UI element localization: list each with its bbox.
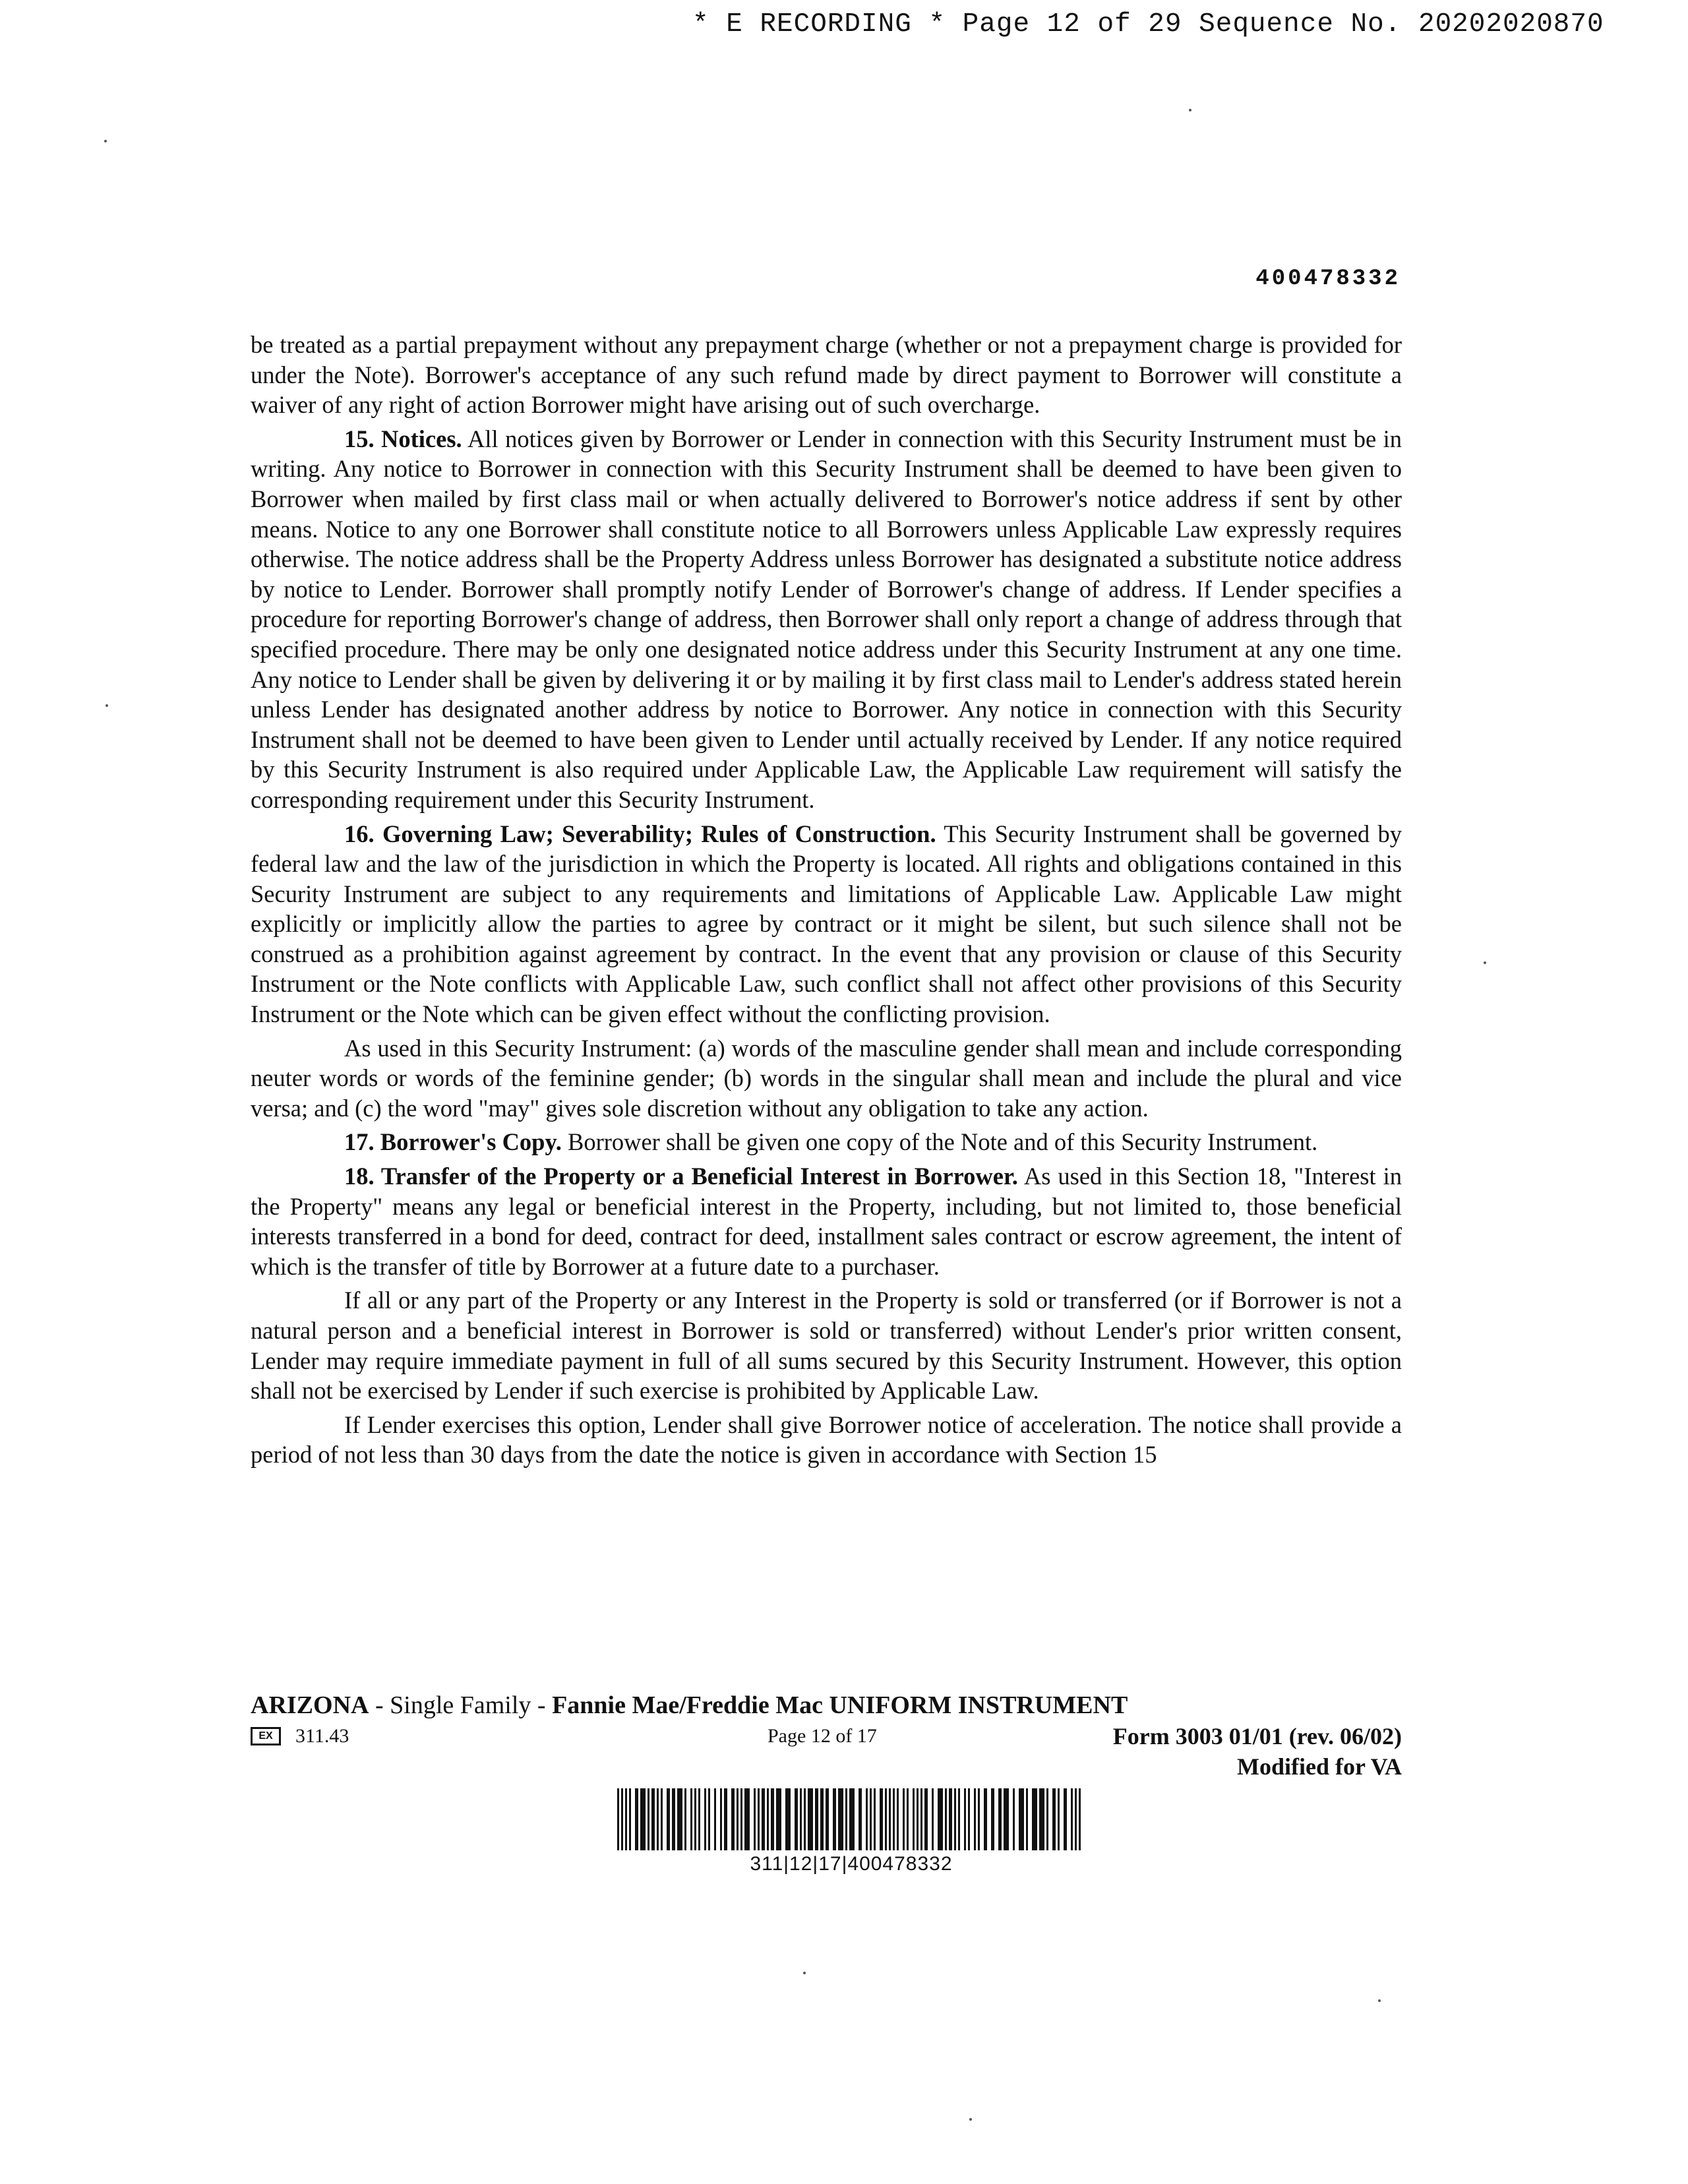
barcode-bar [1004, 1788, 1009, 1850]
barcode-text: 311|12|17|400478332 [750, 1853, 953, 1875]
barcode-bar [838, 1788, 843, 1850]
barcode-bar [640, 1788, 646, 1850]
barcode-bar [880, 1788, 883, 1850]
section-17-borrowers-copy [251, 1127, 1402, 1157]
section-15-text: All notices given by Borrower or Lender in connection with this Security Instrument must be in writing. Any notice to Borrower in connection with this Security Instrument shall be deemed to have been given to Borrower when mailed by first class mail or when actually delivered to Borrower's notice address if sent by other means. Notice to any one Borrower shall constitute notice to all Borrowers unless Applicable Law expressly requires otherwise. The notice address shall be the Property Address unless Borrower has designated a substitute notice address by notice to Lender. Borrower shall promptly notify Lender of Borrower's change of address. If Lender specifies a procedure for reporting Borrower's change of address, then Borrower shall only report a change of address through that specified procedure. There may be only one designated notice address under this Security Instrument at any one time. Any notice to Lender shall be given by delivering it or by mailing it by first class mail to Lender's address stated herein unless Lender has designated another address by notice to Borrower. Any notice in connection with this Security Instrument shall not be deemed to have been given to Lender until actually received by Lender. If any notice required by this Security Instrument is also required under Applicable Law, the Applicable Law requirement will satisfy the corresponding requirement under this Security Instrument. [251, 425, 1402, 813]
barcode-bar [1052, 1788, 1056, 1850]
barcode-graphic [617, 1788, 1085, 1850]
section-17-heading: 17. Borrower's Copy. [344, 1128, 562, 1156]
barcode-bar [698, 1788, 700, 1850]
section-15-notices [251, 424, 1402, 815]
barcode-bar [924, 1788, 928, 1850]
footer-state: ARIZONA [251, 1691, 369, 1719]
barcode-bar [984, 1788, 987, 1850]
barcode-bar [625, 1788, 627, 1850]
section-15-heading: 15. Notices. [344, 425, 462, 452]
barcode-bar [866, 1788, 868, 1850]
section-18-transfer [251, 1161, 1402, 1281]
barcode-bar [617, 1788, 619, 1850]
barcode-bar [808, 1788, 813, 1850]
paragraph-prepayment: be treated as a partial prepayment without any prepayment charge (whether or not a prepayment charge is provided for under the Note). Borrower's acceptance of any such refund made by direct payment to Borrower will constitute a waiver of any right of action Borrower might have arising out of such overcharge. [251, 331, 1402, 419]
footer-title-bold: Fannie Mae/Freddie Mac UNIFORM INSTRUMENT [552, 1691, 1128, 1719]
footer-form-code-group [251, 1725, 349, 1747]
barcode-bar [667, 1788, 670, 1850]
barcode-bar [859, 1788, 862, 1850]
barcode-bar [690, 1788, 692, 1850]
barcode-bar [998, 1788, 1002, 1850]
barcode-bar [795, 1788, 798, 1850]
barcode-bar [677, 1788, 682, 1850]
barcode-bar [1039, 1788, 1044, 1850]
barcode-bar [845, 1788, 847, 1850]
barcode-bar [1058, 1788, 1060, 1850]
barcode-bar [991, 1788, 994, 1850]
barcode [617, 1788, 1085, 1875]
section-17-text: Borrower shall be given one copy of the Note and of this Security Instrument. [561, 1128, 1318, 1156]
barcode-bar [762, 1788, 765, 1850]
barcode-bar [771, 1788, 774, 1850]
barcode-bar [903, 1788, 905, 1850]
footer-title [251, 1691, 1402, 1720]
footer-modified-for: Modified for VA [1236, 1753, 1402, 1780]
barcode-bar [907, 1788, 909, 1850]
barcode-bar [938, 1788, 943, 1850]
scan-speck [1378, 1999, 1381, 2002]
section-18-text: As used in this Section 18, "Interest in the Property" means any legal or beneficial interest in the Property, including, but not limited to, those beneficial interests transferred in a bond for deed, contract for deed, installment sales contract or escrow agreement, the intent of which is the transfer of title by Borrower at a future date to a purchaser. [251, 1163, 1402, 1280]
barcode-bar [694, 1788, 696, 1850]
barcode-bar [833, 1788, 836, 1850]
ellie-mae-logo-icon: EX [251, 1727, 281, 1745]
section-18-heading: 18. Transfer of the Property or a Beneficial Interest in Borrower. [344, 1163, 1018, 1190]
recording-header: * E RECORDING * Page 12 of 29 Sequence No. 20202020870 [692, 9, 1604, 40]
scan-speck [969, 2118, 972, 2121]
scan-speck [803, 1972, 806, 1974]
barcode-bar [874, 1788, 876, 1850]
barcode-bar [949, 1788, 952, 1850]
section-16-text: This Security Instrument shall be governed by federal law and the law of the jurisdiction in which the Property is located. All rights and obligations contained in this Security Instrument are subject to any requirements and limitations of Applicable Law. Applicable Law might explicitly or implicitly allow the parties to agree by contract or it might be silent, but such silence shall not be construed as a prohibition against agreement by contract. In the event that any provision or clause of this Security Instrument or the Note conflicts with Applicable Law, such conflict shall not affect other provisions of this Security Instrument or the Note which can be given effect without the conflicting provision. [251, 820, 1402, 1028]
barcode-bar [744, 1788, 750, 1850]
scan-speck [104, 140, 107, 142]
barcode-bar [913, 1788, 915, 1850]
form-footer [251, 1691, 1402, 1780]
barcode-bar [1071, 1788, 1073, 1850]
footer-form-code: 311.43 [295, 1725, 349, 1747]
barcode-bar [849, 1788, 855, 1850]
scan-speck [106, 704, 108, 707]
barcode-bar [920, 1788, 922, 1850]
barcode-bar [1032, 1788, 1037, 1850]
barcode-bar [800, 1788, 802, 1850]
section-18-consent: If all or any part of the Property or any Interest in the Property is sold or transferred (or if Borrower is not a natural person and a beneficial interest in Borrower is sold or transferred) without Lender's prior written consent, Lender may require immediate payment in full of all sums secured by this Security Instrument. However, this option shall not be exercised by Lender if such exercise is prohibited by Applicable Law. [251, 1287, 1402, 1405]
barcode-bar [720, 1788, 722, 1850]
barcode-bar [758, 1788, 760, 1850]
barcode-bar [974, 1788, 976, 1850]
barcode-bar [820, 1788, 824, 1850]
barcode-bar [724, 1788, 727, 1850]
scan-speck [1189, 109, 1191, 111]
barcode-bar [897, 1788, 899, 1850]
barcode-bar [1075, 1788, 1077, 1850]
barcode-bar [870, 1788, 872, 1850]
barcode-bar [785, 1788, 791, 1850]
section-16-heading: 16. Governing Law; Severability; Rules of Construction. [344, 820, 936, 847]
barcode-bar [885, 1788, 887, 1850]
barcode-bar [708, 1788, 710, 1850]
barcode-bar [945, 1788, 947, 1850]
barcode-bar [1013, 1788, 1015, 1850]
barcode-bar [958, 1788, 960, 1850]
barcode-bar [635, 1788, 638, 1850]
barcode-bar [1026, 1788, 1028, 1850]
barcode-bar [661, 1788, 663, 1850]
barcode-bar [629, 1788, 631, 1850]
barcode-bar [648, 1788, 649, 1850]
barcode-bar [704, 1788, 706, 1850]
barcode-bar [1064, 1788, 1067, 1850]
barcode-bar [968, 1788, 970, 1850]
barcode-bar [737, 1788, 738, 1850]
barcode-bar [657, 1788, 659, 1850]
footer-row [251, 1722, 1402, 1753]
barcode-bar [917, 1788, 919, 1850]
barcode-bar [893, 1788, 895, 1850]
footer-page-label: Page 12 of 17 [768, 1725, 877, 1747]
barcode-bar [964, 1788, 966, 1850]
footer-title-mid: - Single Family - [369, 1691, 553, 1719]
barcode-bar [684, 1788, 686, 1850]
barcode-bar [731, 1788, 735, 1850]
barcode-bar [672, 1788, 675, 1850]
barcode-bar [740, 1788, 742, 1850]
footer-form-number: Form 3003 01/01 (rev. 06/02) [1112, 1723, 1402, 1749]
barcode-bar [621, 1788, 623, 1850]
barcode-bar [1019, 1788, 1024, 1850]
barcode-bar [754, 1788, 756, 1850]
barcode-bar [815, 1788, 818, 1850]
barcode-bar [954, 1788, 956, 1850]
section-18-acceleration: If Lender exercises this option, Lender shall give Borrower notice of acceleration. The notice shall provide a period of not less than 30 days from the date the notice is given in accordance with Section 15 [251, 1410, 1402, 1469]
barcode-bar [889, 1788, 891, 1850]
barcode-bar [932, 1788, 934, 1850]
barcode-bar [1079, 1788, 1081, 1850]
section-16-governing-law [251, 819, 1402, 1029]
barcode-bar [776, 1788, 781, 1850]
scan-speck [1484, 961, 1486, 964]
barcode-bar [714, 1788, 716, 1850]
barcode-bar [804, 1788, 806, 1850]
barcode-bar [651, 1788, 655, 1850]
barcode-bar [978, 1788, 980, 1850]
barcode-bar [1046, 1788, 1048, 1850]
document-number: 400478332 [1255, 266, 1401, 291]
document-body [251, 330, 1402, 1474]
barcode-bar [767, 1788, 769, 1850]
barcode-bar [826, 1788, 829, 1850]
section-16-construction: As used in this Security Instrument: (a) words of the masculine gender shall mean and include corresponding neuter words or words of the feminine gender; (b) words in the singular shall mean and include the plural and vice versa; and (c) the word "may" gives sole discretion without any obligation to take any action. [251, 1034, 1402, 1122]
